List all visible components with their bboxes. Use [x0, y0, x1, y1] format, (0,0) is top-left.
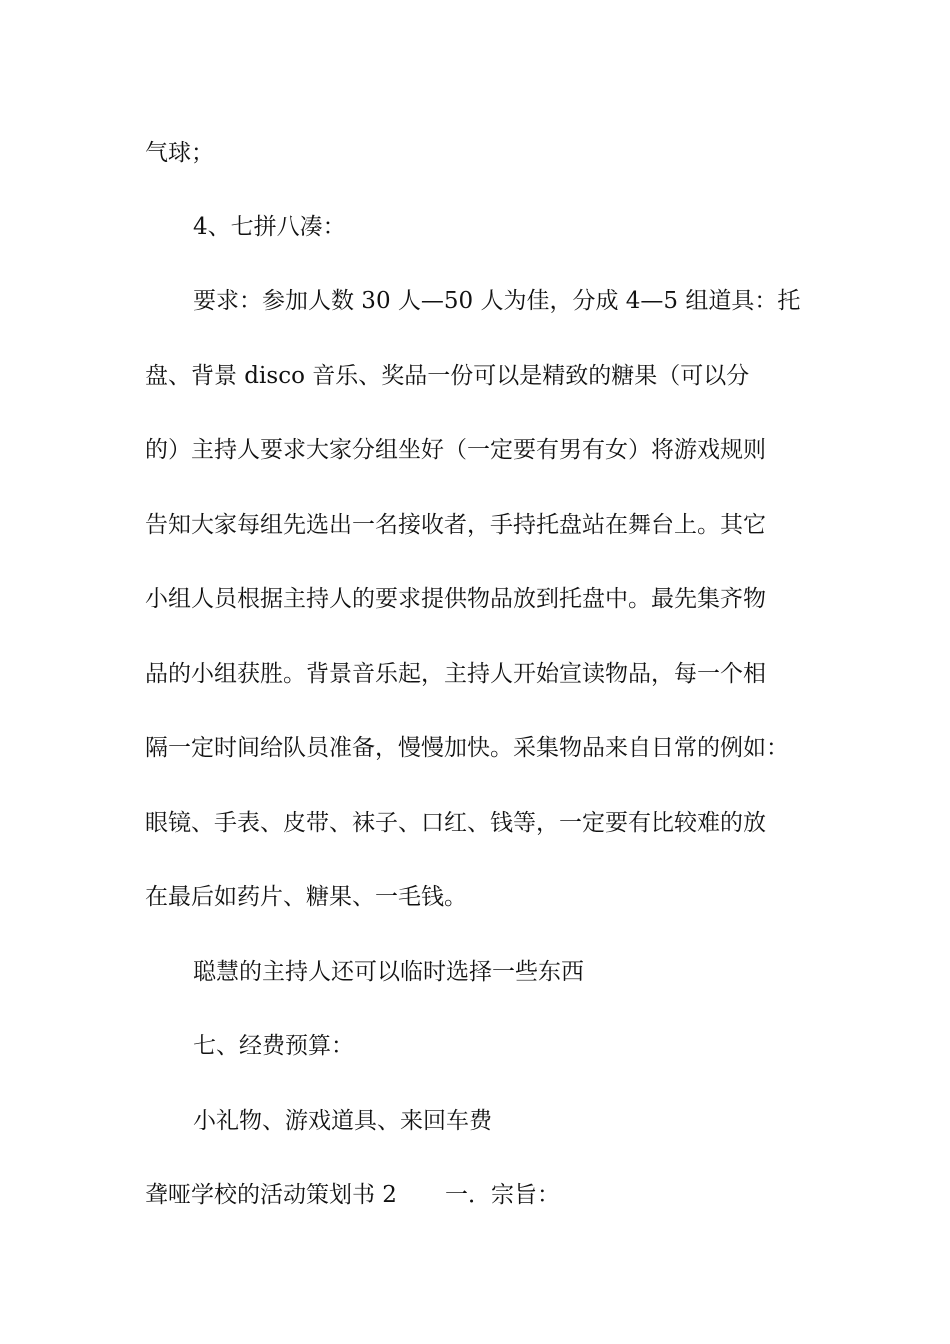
document-title-line [145, 1180, 845, 1210]
text-line: 小组人员根据主持人的要求提供物品放到托盘中。最先集齐物 [145, 586, 766, 612]
text-line: 盘、背景 disco 音乐、奖品一份可以是精致的糖果（可以分 [145, 363, 750, 389]
text-line: 气球； [145, 140, 214, 166]
text-line: 隔一定时间给队员准备，慢慢加快。采集物品来自日常的例如： [145, 735, 789, 761]
text-line: 小礼物、游戏道具、来回车费 [193, 1108, 492, 1134]
text-line: 品的小组获胜。背景音乐起，主持人开始宣读物品，每一个相 [145, 661, 766, 687]
document-title: 聋哑学校的活动策划书 2 [145, 1182, 397, 1208]
text-line: 的）主持人要求大家分组坐好（一定要有男有女）将游戏规则 [145, 437, 766, 463]
text-line: 要求：参加人数 30 人—50 人为佳，分成 4—5 组道具：托 [193, 288, 801, 314]
section-heading: 七、经费预算： [193, 1033, 354, 1059]
section-heading: 一．宗旨： [444, 1182, 560, 1208]
section-heading: 4、七拼八凑： [193, 214, 346, 240]
text-line: 告知大家每组先选出一名接收者，手持托盘站在舞台上。其它 [145, 512, 766, 538]
text-line: 在最后如药片、糖果、一毛钱。 [145, 884, 467, 910]
text-line: 眼镜、手表、皮带、袜子、口红、钱等，一定要有比较难的放 [145, 810, 766, 836]
text-line: 聪慧的主持人还可以临时选择一些东西 [193, 959, 584, 985]
